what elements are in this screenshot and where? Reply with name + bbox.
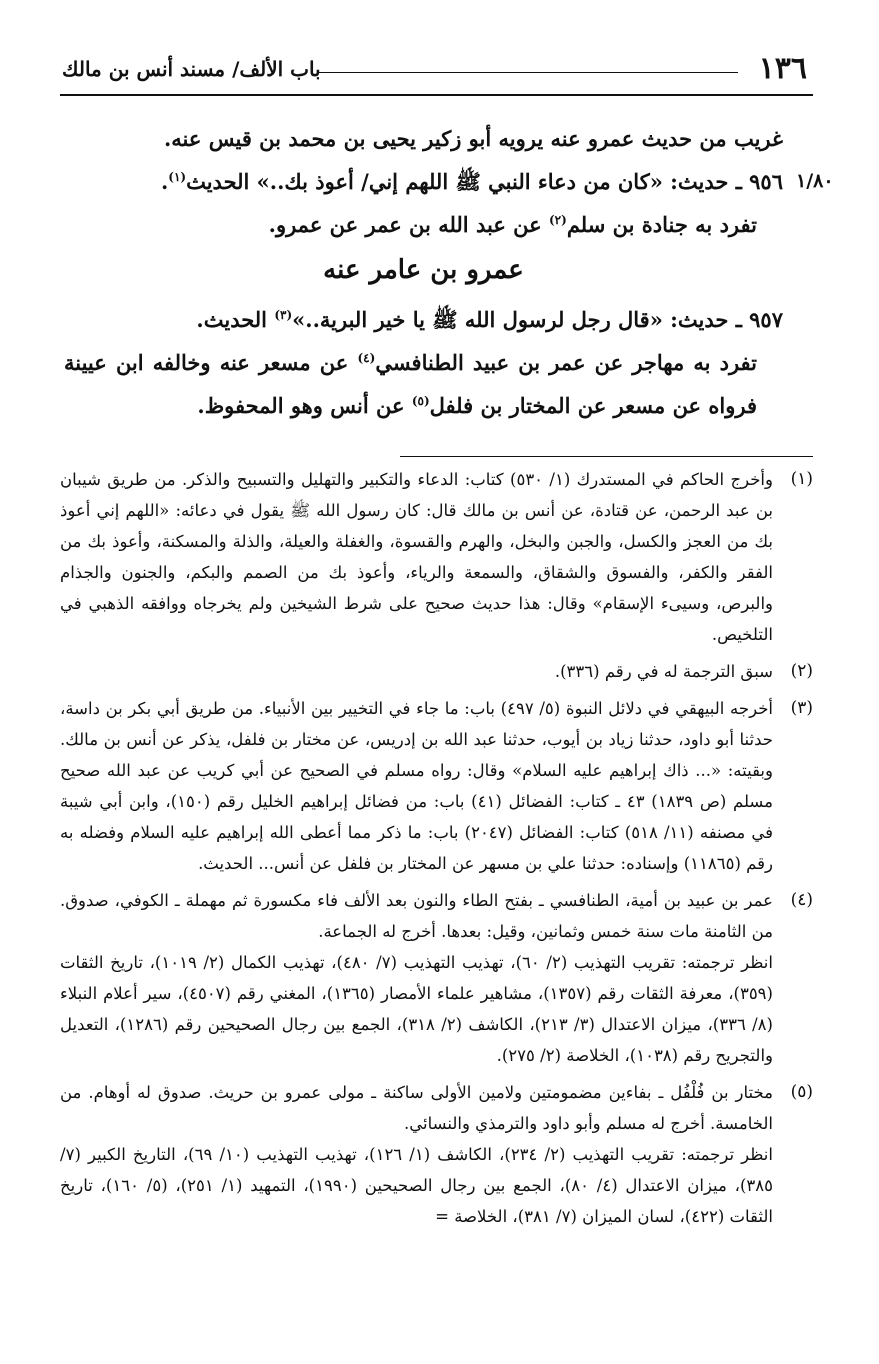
paragraph-2-part-a: تفرد به جنادة بن سلم <box>566 212 757 237</box>
page-number: ١٣٦ <box>758 51 807 86</box>
footnote-number: (٤) <box>790 890 813 910</box>
footnote-text: انظر ترجمته: تقريب التهذيب (٢/ ٢٣٤)، الكاشف (١/ ١٢٦)، تهذيب التهذيب (١٠/ ٦٩)، التاريخ الكبير (٧/ ٣٨٥)، ميزان الاعتدال (٤/ ٨٠)، الجمع بين رجال الصحيحين (١٩٩٠)، التمهيد (١/ ٢٥١)، (٥/ ١٦٠)، تاريخ الثقات (٤٢٢)، لسان الميزان (٧/ ٣٨١)، الخلاصة = <box>60 1145 774 1226</box>
footnote-text: عمر بن عبيد بن أمية، الطنافسي ـ بفتح الطاء والنون بعد الألف فاء مكسورة ثم مهملة ـ الكوفي، صدوق. من الثامنة مات سنة خمس وثمانين، وقيل: بعدها. أخرج له الجماعة. <box>60 891 773 941</box>
hadith-956-number: ٩٥٦ ـ حديث: <box>670 169 783 194</box>
hadith-957-tail: الحديث. <box>196 307 268 332</box>
paragraph-3 <box>64 339 783 425</box>
footnote-separator <box>400 456 813 457</box>
footnote-3 <box>60 693 813 879</box>
footnote-number: (٥) <box>790 1082 813 1102</box>
hadith-957 <box>64 296 783 339</box>
footnotes <box>60 464 813 1238</box>
main-text <box>64 120 783 425</box>
footnote-number: (٢) <box>790 661 813 681</box>
hadith-957-text: «قال رجل لرسول الله ﷺ يا خير البرية..» <box>292 307 663 332</box>
footnote-text: انظر ترجمته: تقريب التهذيب (٢/ ٦٠)، تهذيب التهذيب (٧/ ٤٨٠)، تهذيب الكمال (٢/ ١٠١٩)، تاريخ الثقات (٣٥٩)، معرفة الثقات رقم (١٣٥٧)، مشاهير علماء الأمصار (١٣٦٥)، المغني رقم (٤٥٠٧)، سير أعلام النبلاء (٨/ ٣٣٦)، ميزان الاعتدال (٣/ ٢١٣)، الكاشف (٢/ ٣١٨)، الجمع بين رجال الصحيحين رقم (١٢٨٦)، التعديل والتجريح رقم (١٠٣٨)، الخلاصة (٢/ ٢٧٥). <box>60 953 773 1065</box>
manuscript-folio-note: ١/٨٠ <box>796 170 834 192</box>
footnote-number: (١) <box>790 469 813 489</box>
footnote-4 <box>60 885 813 1071</box>
footnote-1 <box>60 464 813 650</box>
paragraph-1: غريب من حديث عمرو عنه يرويه أبو زكير يحيى بن محمد بن قيس عنه. <box>163 126 783 151</box>
paragraph-3-part-c: عن أنس وهو المحفوظ. <box>197 393 405 418</box>
paragraph-3-part-b: عن مسعر عنه وخالفه ابن عيينة فرواه عن مسعر عن المختار بن فلفل <box>64 350 757 418</box>
footnote-text: مختار بن فُلْفُل ـ بفاءين مضمومتين ولامين الأولى ساكنة ـ مولى عمرو بن حريث. صدوق له أوهام. من الخامسة. أخرج له مسلم وأبو داود والترمذي والنسائي. <box>60 1083 773 1133</box>
paragraph-3-part-a: تفرد به مهاجر عن عمر بن عبيد الطنافسي <box>375 350 758 375</box>
paragraph-2 <box>64 201 783 244</box>
footnote-2 <box>60 656 813 687</box>
footnote-ref-3[interactable]: (٣) <box>274 308 293 322</box>
hadith-956: ٩٥٦ ـ حديث: «كان من دعاء النبي ﷺ اللهم إني/ أعوذ بك..» الحديث$^{(١)}$. <box>160 169 783 194</box>
section-heading: عمرو بن عامر عنه <box>323 255 524 285</box>
paragraph-2-part-b: عن عبد الله بن عمر عن عمرو. <box>268 212 542 237</box>
hadith-957-number: ٩٥٧ ـ حديث: <box>670 307 783 332</box>
footnote-text: وأخرج الحاكم في المستدرك (١/ ٥٣٠) كتاب: الدعاء والتكبير والتهليل والتسبيح والذكر. من طريق شيبان بن عبد الرحمن، عن قتادة، عن أنس بن مالك قال: كان رسول الله ﷺ يقول في دعائه: «اللهم إني أعوذ بك من العجز والكسل، والجبن والبخل، والهرم والقسوة، والغفلة والعيلة، والذلة والمسكنة، وأعوذ بك من الفقر والكفر، والفسوق والشقاق، والسمعة والرياء، وأعوذ بك من الصمم والبكم، والجنون والجذام والبرص، وسيىء الإسقام» وقال: هذا حديث صحيح على شرط الشيخين ولم يخرجاه ووافقه الذهبي في التلخيص. <box>60 470 773 644</box>
running-header-title: باب الألف/ مسند أنس بن مالك <box>62 57 321 81</box>
footnote-number: (٣) <box>790 698 813 718</box>
header-rule <box>60 94 813 96</box>
footnote-ref-4[interactable]: (٤) <box>357 351 376 365</box>
footnote-text: أخرجه البيهقي في دلائل النبوة (٥/ ٤٩٧) باب: ما جاء في التخيير بين الأنبياء. من طريق أبي بكر بن داسة، حدثنا أبو داود، حدثنا زياد بن أيوب، حدثنا عبد الله بن إدريس، عن مختار بن فلفل، يذكر عن أنس بن مالك. وبقيته: «... ذاك إبراهيم عليه السلام» وقال: رواه مسلم في الصحيح عن أبي كريب عن عبد الله صحيح مسلم (ص ١٨٣٩) ٤٣ ـ كتاب: الفضائل (٤١) باب: من فضائل إبراهيم الخليل رقم (١٥٠)، وابن أبي شيبة في مصنفه (١١/ ٥١٨) كتاب: الفضائل (٢٠٤٧) باب: ما ذكر مما أعطى الله إبراهيم عليه السلام وفضله به رقم (١١٨٦٥) وإسناده: حدثنا علي بن مسهر عن المختار بن فلفل عن أنس... الحديث. <box>60 699 773 873</box>
footnote-text: سبق الترجمة له في رقم (٣٣٦). <box>554 662 773 681</box>
footnote-ref-5[interactable]: (٥) <box>411 394 430 408</box>
header-dash-line <box>318 72 738 73</box>
footnote-5 <box>60 1077 813 1232</box>
footnote-ref-2[interactable]: (٢) <box>548 213 567 227</box>
footnote-ref-1[interactable]: (١) <box>168 170 187 184</box>
hadith-956-text: «كان من دعاء النبي ﷺ اللهم إني/ أعوذ بك..» الحديث <box>186 169 663 194</box>
